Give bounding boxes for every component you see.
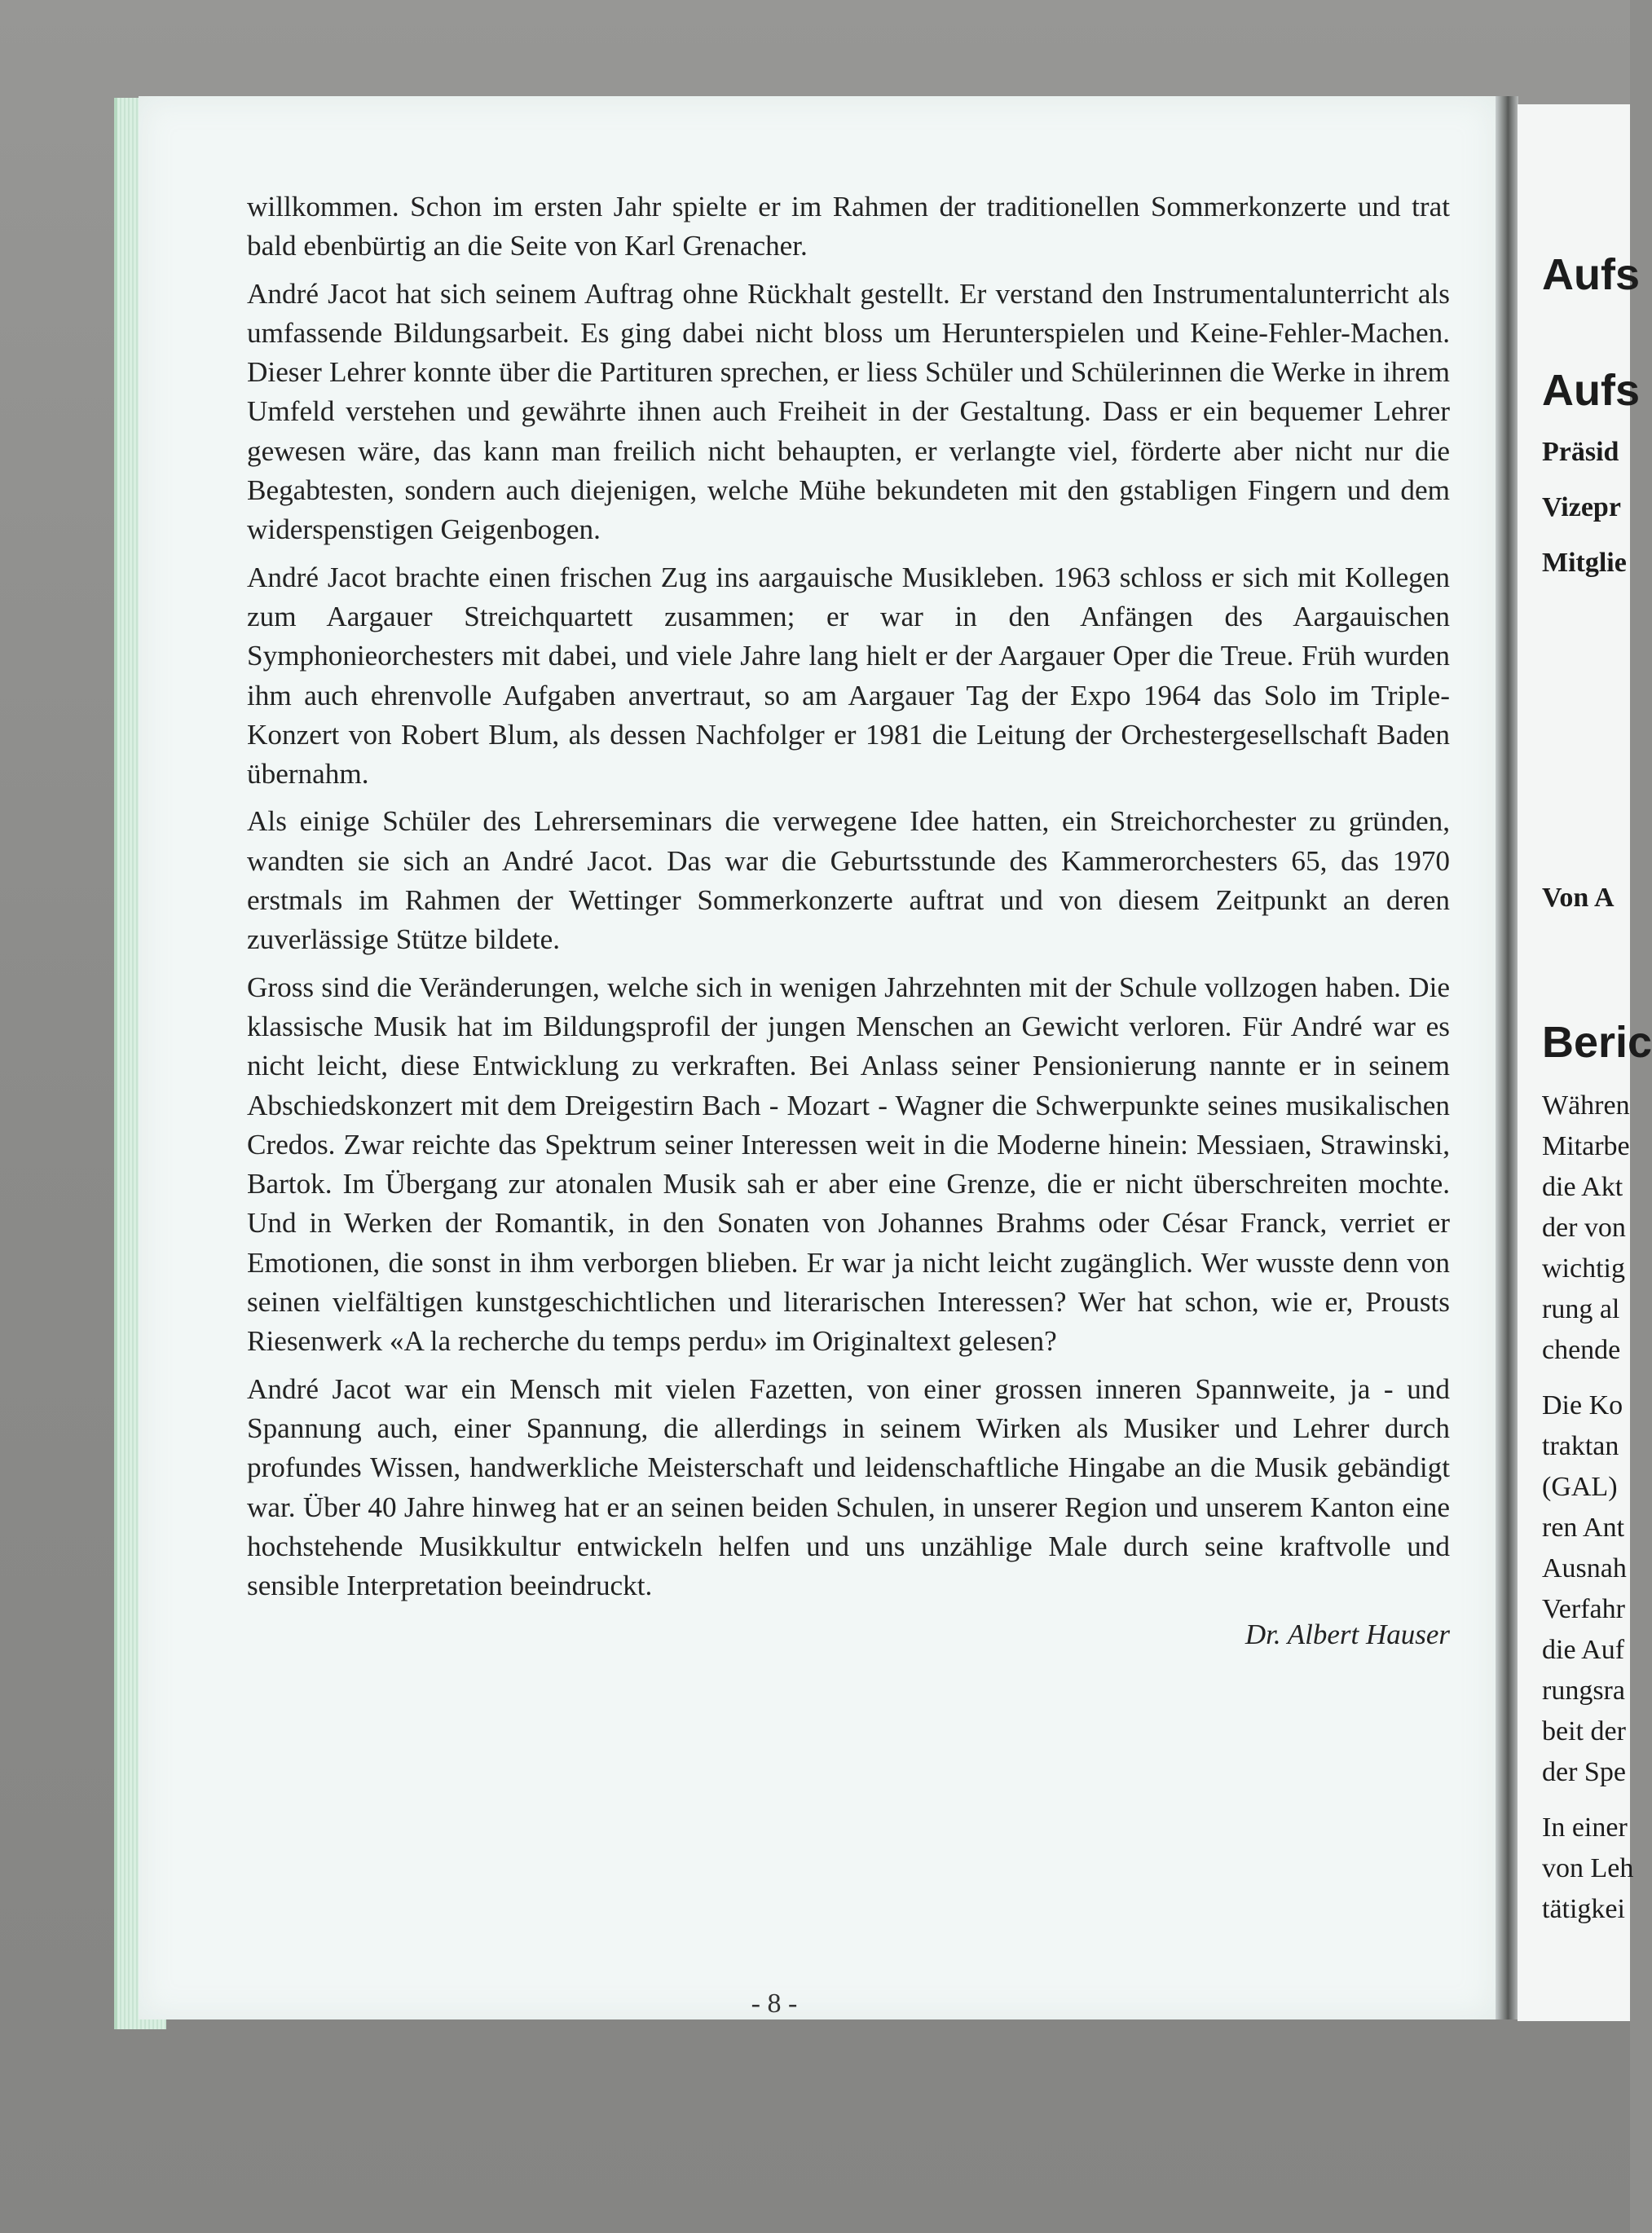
right-text-line: beit der [1542, 1716, 1626, 1746]
right-text-line: die Auf [1542, 1635, 1625, 1665]
book-gutter [1496, 96, 1518, 2019]
paragraph-6: André Jacot war ein Mensch mit vielen Fazetten, von einer grossen inneren Spannweite, ja - und Spannung auch, einer Spannung, die allerdings in seinem Wirken als Musiker und Lehrer durch profundes Wissen, handwerkliche Meisterschaft und leidenschaftliche Hingabe an die Musik gebändigt war. Über 40 Jahre hinweg hat er an seinen beiden Schulen, in unserer Region und unserem Kanton eine hochstehende Musikkultur entwickeln helfen und uns unzählige Male durch seine kraftvolle und sensible Interpretation beeindruckt. [247, 1372, 1450, 1602]
paragraph-1: willkommen. Schon im ersten Jahr spielte er im Rahmen der traditionellen Sommerkonzerte und trat bald ebenbürtig an die Seite von Karl Grenacher. [247, 191, 1450, 262]
right-text-line: Mitarbe [1542, 1131, 1630, 1161]
right-heading-3: Beric [1542, 1018, 1652, 1067]
right-text-line: der Spe [1542, 1757, 1626, 1787]
right-label-vize: Vizepr [1542, 492, 1621, 522]
page-number: - 8 - [751, 1989, 798, 2019]
right-text-line: Währen [1542, 1090, 1630, 1121]
paragraph-5: Gross sind die Veränderungen, welche sich in wenigen Jahrzehnten mit der Schule vollzogen haben. Die klassische Musik hat im Bildungsprofil der jungen Menschen an Gewicht verloren. Für André war es nicht leicht, diese Entwicklung zu verkraften. Bei Anlass seiner Pensionierung nannte er in seinem Abschiedskonzert mit dem Dreigestirn Bach - Mozart - Wagner die Schwerpunkte seines musikalischen Credos. Zwar reichte das Spektrum seiner Interessen weit in die Moderne hinein: Messiaen, Strawinski, Bartok. Im Übergang zur atonalen Musik sah er aber eine Grenze, die er nicht überschreiten mochte. Und in Werken der Romantik, in den Sonaten von Johannes Brahms oder César Franck, verriet er Emotionen, die sonst in ihm verborgen blieben. Er war ja nicht leicht zugänglich. Wer wusste denn von seinen vielfältigen kunstgeschichtlichen und literarischen Interessen? Wer hat schon, wie er, Prousts Riesenwerk «A la recherche du temps perdu» im Originaltext gelesen? [247, 971, 1450, 1358]
right-text-line: die Akt [1542, 1172, 1623, 1202]
right-text-line: chende [1542, 1335, 1621, 1365]
right-text-line: Die Ko [1542, 1390, 1623, 1420]
right-text-line: von Leh [1542, 1853, 1634, 1883]
right-text-line: rungsra [1542, 1676, 1625, 1706]
article-text [247, 187, 1450, 1655]
paragraph-3: André Jacot brachte einen frischen Zug ins aargauische Musikleben. 1963 schloss er sich mit Kollegen zum Aargauer Streichquartett zusammen; er war in den Anfängen des Aargauischen Symphonieorchesters mit dabei, und viele Jahre lang hielt er der Aargauer Oper die Treue. Früh wurden ihm auch ehrenvolle Aufgaben anvertraut, so am Aargauer Tag der Expo 1964 das Solo im Triple-Konzert von Robert Blum, als dessen Nachfolger er 1981 die Leitung der Orchestergesellschaft Baden übernahm. [247, 561, 1450, 791]
right-heading-2: Aufs [1542, 366, 1640, 415]
right-text-line: der von [1542, 1213, 1626, 1243]
paragraph-2: André Jacot hat sich seinem Auftrag ohne Rückhalt gestellt. Er verstand den Instrumentalunterricht als umfassende Bildungsarbeit. Es ging dabei nicht bloss um Herunterspielen und Keine-Fehler-Machen. Dieser Lehrer konnte über die Partituren sprechen, er liess Schüler und Schülerinnen die Werke in ihrem Umfeld verstehen und gewährte ihnen auch Freiheit in der Gestaltung. Dass er ein bequemer Lehrer gewesen wäre, das kann man freilich nicht behaupten, er verlangte viel, förderte aber nicht nur die Begabtesten, sondern auch diejenigen, welche Mühe bekundeten mit den gstabligen Fingern und dem widerspenstigen Geigenbogen. [247, 277, 1450, 546]
right-byline: Von A [1542, 883, 1615, 913]
right-text-line: (GAL) [1542, 1472, 1618, 1502]
right-text-line: tätigkei [1542, 1894, 1625, 1924]
right-text-line: In einer [1542, 1812, 1628, 1843]
right-text-line: traktan [1542, 1431, 1619, 1461]
author-signature: Dr. Albert Hauser [1245, 1619, 1450, 1651]
right-text-line: ren Ant [1542, 1513, 1625, 1543]
right-label-mitglieder: Mitglie [1542, 548, 1627, 578]
right-text-line: wichtig [1542, 1253, 1625, 1284]
paragraph-4: Als einige Schüler des Lehrerseminars die verwegene Idee hatten, ein Streichorchester zu gründen, wandten sie sich an André Jacot. Das war die Geburtsstunde des Kammerorchesters 65, das 1970 erstmals im Rahmen der Wettinger Sommerkonzerte auftrat und von diesem Zeitpunkt an deren zuverlässige Stütze bildete. [247, 805, 1450, 956]
right-text-line: rung al [1542, 1294, 1620, 1324]
right-text-line: Ausnah [1542, 1553, 1627, 1583]
right-page [1518, 104, 1652, 2021]
right-heading-1: Aufs [1542, 250, 1640, 299]
right-text-line: Verfahr [1542, 1594, 1625, 1624]
right-label-praesident: Präsid [1542, 437, 1619, 467]
